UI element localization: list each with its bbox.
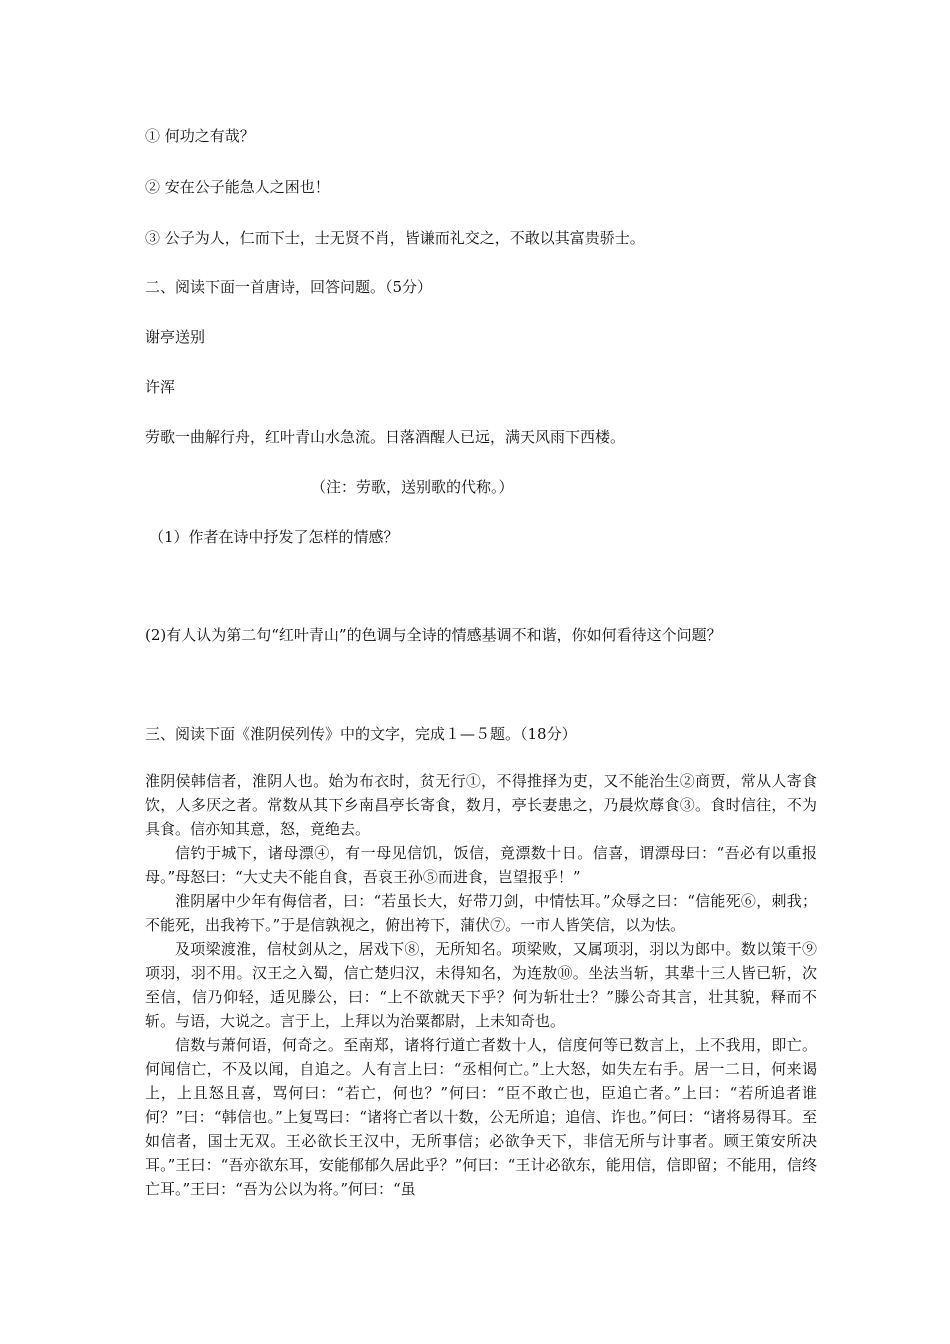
passage-paragraph: 信钓于城下，诸母漂④，有一母见信饥，饭信，竟漂数十日。信喜，谓漂母曰：“吾必有以重报母。”母怒曰：“大丈夫不能自食，吾哀王孙⑤而进食，岂望报乎！” bbox=[145, 844, 817, 886]
poet-name: 许浑 bbox=[145, 378, 176, 396]
poem-text: 劳歌一曲解行舟，红叶青山水急流。日落酒醒人已远，满天风雨下西楼。 bbox=[145, 428, 626, 446]
poem-title: 谢亭送别 bbox=[145, 328, 206, 346]
classical-passage bbox=[145, 769, 817, 1201]
question-1: （1）作者在诗中抒发了怎样的情感？ bbox=[149, 528, 399, 546]
section-2-heading: 二、阅读下面一首唐诗，回答问题。（5分） bbox=[145, 278, 433, 296]
sentence-item-3: ③ 公子为人，仁而下士，士无贤不肖，皆谦而礼交之，不敢以其富贵骄士。 bbox=[145, 229, 645, 247]
passage-paragraph: 淮阴侯韩信者，淮阴人也。始为布衣时，贫无行①，不得推择为吏，又不能治生②商贾，常从人寄食饮，人多厌之者。常数从其下乡南昌亭长寄食，数月，亭长妻患之，乃晨炊蓐食③。食时信往，不为具食。信亦知其意，怒，竟绝去。 bbox=[145, 772, 817, 838]
poem-note: （注：劳歌，送别歌的代称。） bbox=[311, 478, 514, 496]
passage-paragraph: 信数与萧何语，何奇之。至南郑，诸将行道亡者数十人，信度何等已数言上，上不我用，即亡。何闻信亡，不及以闻，自追之。人有言上曰：“丞相何亡。”上大怒，如失左右手。居一二日，何来谒上，上且怒且喜，骂何曰：“若亡，何也？”何曰：“臣不敢亡也，臣追亡者。”上曰：“若所追者谁何？”曰：“韩信也。”上复骂曰：“诸将亡者以十数，公无所追；追信、诈也。”何曰：“诸将易得耳。至如信者，国士无双。王必欲长王汉中，无所事信；必欲争天下，非信无所与计事者。顾王策安所决耳。”王曰：“吾亦欲东耳，安能郁郁久居此乎？”何曰：“王计必欲东，能用信，信即留；不能用，信终亡耳。”王曰：“吾为公以为将。”何曰：“虽 bbox=[145, 1036, 817, 1198]
sentence-item-2: ② 安在公子能急人之困也！ bbox=[145, 178, 330, 196]
passage-paragraph: 及项梁渡淮，信杖剑从之，居戏下⑧，无所知名。项梁败，又属项羽，羽以为郎中。数以策干⑨项羽，羽不用。汉王之入蜀，信亡楚归汉，未得知名，为连敖⑩。坐法当斩，其辈十三人皆已斩，次至信，信乃仰轻，适见滕公，曰：“上不欲就天下乎？何为斩壮士？”滕公奇其言，壮其貌，释而不斩。与语，大说之。言于上，上拜以为治粟都尉，上未知奇也。 bbox=[145, 940, 817, 1030]
passage-paragraph: 淮阴屠中少年有侮信者，曰：“若虽长大，好带刀剑，中情怯耳。”众辱之曰：“信能死⑥，刺我；不能死，出我袴下。”于是信孰视之，俯出袴下，蒲伏⑦。一市人皆笑信，以为怯。 bbox=[145, 892, 817, 934]
section-3-heading: 三、阅读下面《淮阴侯列传》中的文字，完成１—５题。（18分） bbox=[145, 725, 577, 743]
question-2: (2)有人认为第二句“红叶青山”的色调与全诗的情感基调不和谐，你如何看待这个问题？ bbox=[145, 626, 722, 644]
sentence-item-1: ① 何功之有哉？ bbox=[145, 127, 255, 145]
